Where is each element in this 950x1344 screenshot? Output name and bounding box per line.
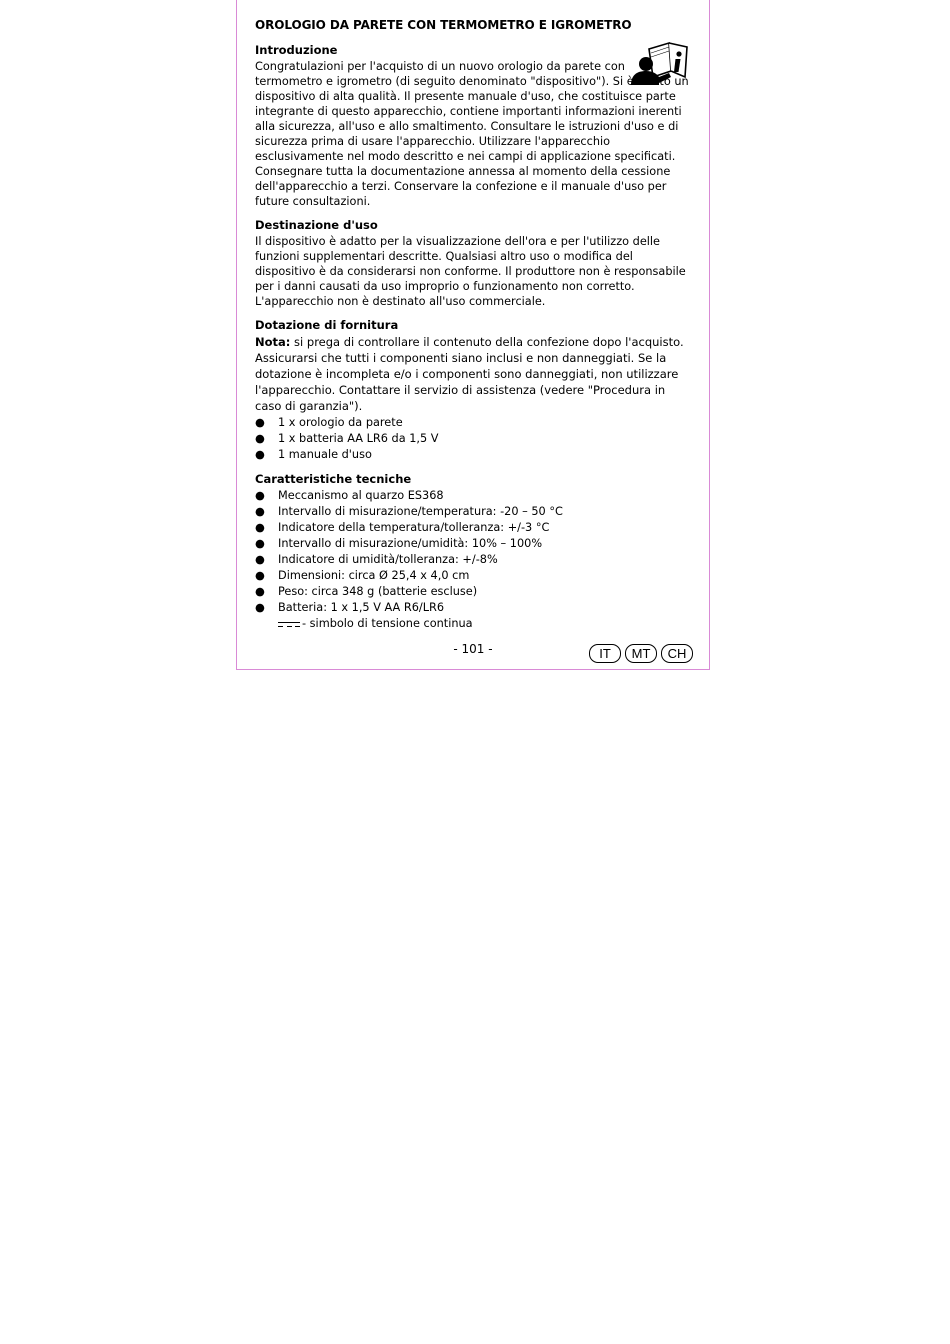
manual-page (236, 0, 710, 670)
list-item: ● Indicatore della temperatura/tolleranza: +/-3 °C (255, 521, 550, 534)
list-item: ● Meccanismo al quarzo ES368 (255, 489, 444, 502)
document-title: OROLOGIO DA PARETE CON TERMOMETRO E IGROMETRO (255, 18, 632, 32)
country-badge-mt: MT (625, 644, 657, 663)
dc-note (255, 616, 695, 631)
list-item: ● 1 manuale d'uso (255, 448, 372, 461)
dc-note-text: - simbolo di tensione continua (302, 617, 473, 630)
list-item: ● Intervallo di misurazione/umidità: 10% – 100% (255, 537, 543, 550)
list-item: ● Dimensioni: circa Ø 25,4 x 4,0 cm (255, 569, 470, 582)
intended-use-heading: Destinazione d'uso (255, 218, 378, 232)
intro-paragraph: Congratulazioni per l'acquisto di un nuovo orologio da parete con termometro e igrometro (di seguito denominato "dispositivo"). Si è scelto un dispositivo di alta qualità. Il presente manuale d'uso, che costituisce parte integrante di questo apparecchio, contiene importanti informazioni inerenti alla sicurezza, all'uso e allo smaltimento. Consultare le istruzioni d'uso e di sicurezza prima di usare l'apparecchio. Utilizzare l'apparecchio esclusivamente nel modo descritto e nei campi di applicazione specificati. (255, 60, 689, 163)
country-badges (589, 644, 693, 663)
list-item: ● Indicatore di umidità/tolleranza: +/-8% (255, 553, 498, 566)
dc-voltage-symbol-icon (278, 621, 300, 629)
intro-heading: Introduzione (255, 43, 338, 57)
country-badge-it: IT (589, 644, 621, 663)
list-item: ● 1 x batteria AA LR6 da 1,5 V (255, 432, 439, 445)
page-number: - 101 - (453, 642, 493, 656)
specs-heading: Caratteristiche tecniche (255, 472, 412, 486)
intro-paragraph-2: Consegnare tutta la documentazione annessa al momento della cessione dell'apparecchio a terzi. Conservare la confezione e il manuale d'uso per future consultazioni. (255, 165, 671, 208)
intended-use-paragraph: Il dispositivo è adatto per la visualizzazione dell'ora e per l'utilizzo delle funzioni supplementari descritte. Qualsiasi altro uso o modifica del dispositivo è da considerarsi non conforme. Il produttore non è responsabile per i danni causati da uso improprio o funzionamento non corretto. L'apparecchio non è destinato all'uso commerciale. (255, 235, 686, 308)
supply-note (255, 334, 695, 414)
list-item: ● Batteria: 1 x 1,5 V AA R6/LR6 (255, 601, 445, 614)
note-text: si prega di controllare il contenuto della confezione dopo l'acquisto. Assicurarsi che tutti i componenti siano inclusi e non danneggiati. Se la dotazione è incompleta e/o i componenti sono danneggiati, non utilizzare l'apparecchio. Contattare il servizio di assistenza (vedere "Procedura in caso di garanzia"). (255, 335, 684, 413)
note-label: Nota: (255, 335, 291, 349)
supply-heading: Dotazione di fornitura (255, 318, 399, 332)
supply-list (255, 415, 695, 463)
list-item: ● Peso: circa 348 g (batterie escluse) (255, 585, 478, 598)
list-item: ● Intervallo di misurazione/temperatura: -20 – 50 °C (255, 505, 563, 518)
country-badge-ch: CH (661, 644, 693, 663)
list-item: ● 1 x orologio da parete (255, 416, 403, 429)
specs-list (255, 488, 695, 616)
